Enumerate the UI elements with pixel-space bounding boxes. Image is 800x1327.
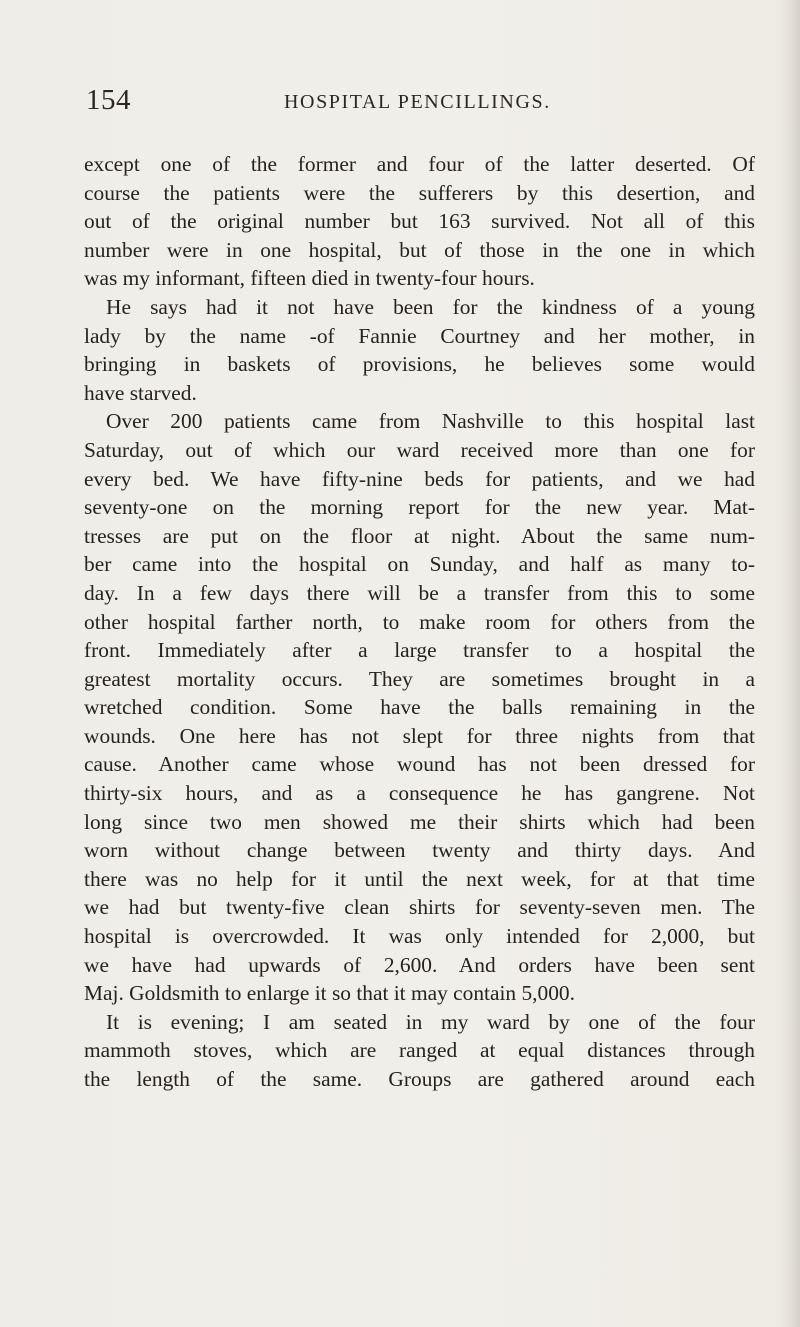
text-line: cause. Another came whose wound has not been dressed for (84, 752, 755, 777)
text-line: every bed. We have fifty-nine beds for patients, and we had (84, 466, 755, 491)
text-line: other hospital farther north, to make room for others from the (84, 609, 755, 634)
text-line: ber came into the hospital on Sunday, and half as many to- (84, 552, 755, 577)
text-line: course the patients were the sufferers by this desertion, and (84, 180, 755, 205)
text-line: tresses are put on the floor at night. About the same num- (84, 523, 755, 548)
text-line: It is evening; I am seated in my ward by one of the four (106, 1009, 755, 1034)
text-line: we have had upwards of 2,600. And orders have been sent (84, 952, 755, 977)
text-line: worn without change between twenty and thirty days. And (84, 838, 755, 863)
text-line: front. Immediately after a large transfer to a hospital the (84, 638, 755, 663)
text-line: out of the original number but 163 survived. Not all of this (84, 209, 755, 234)
text-line: except one of the former and four of the latter deserted. Of (84, 152, 755, 176)
running-head: HOSPITAL PENCILLINGS. (284, 91, 551, 113)
text-line: number were in one hospital, but of those in the one in which (84, 237, 755, 262)
text-line: hospital is overcrowded. It was only intended for 2,000, but (84, 924, 755, 949)
text-line: Saturday, out of which our ward received more than one for (84, 437, 755, 462)
body-text (84, 150, 755, 1094)
text-line: wretched condition. Some have the balls remaining in the (84, 695, 755, 720)
text-line: seventy-one on the morning report for the new year. Mat- (84, 495, 755, 520)
page-number: 154 (86, 84, 131, 116)
text-line: day. In a few days there will be a transfer from this to some (84, 580, 755, 605)
text-line: we had but twenty-five clean shirts for seventy-seven men. The (84, 895, 755, 920)
text-line: wounds. One here has not slept for three nights from that (84, 723, 755, 748)
text-line: bringing in baskets of provisions, he believes some would (84, 352, 755, 377)
text-line: greatest mortality occurs. They are sometimes brought in a (84, 666, 755, 691)
text-line: have starved. (84, 380, 197, 405)
text-line: the length of the same. Groups are gathered around each (84, 1067, 755, 1091)
text-line: there was no help for it until the next week, for at that time (84, 866, 755, 891)
text-line: was my informant, fifteen died in twenty-four hours. (84, 266, 535, 291)
text-line: long since two men showed me their shirts which had been (84, 809, 755, 834)
text-line: Maj. Goldsmith to enlarge it so that it may contain 5,000. (84, 981, 575, 1006)
page-edge-shadow (778, 0, 800, 1327)
text-line: He says had it not have been for the kindness of a young (106, 294, 755, 319)
text-line: Over 200 patients came from Nashville to this hospital last (106, 409, 755, 434)
text-line: thirty-six hours, and as a consequence he has gangrene. Not (84, 781, 755, 806)
page-header (0, 84, 800, 124)
text-line: mammoth stoves, which are ranged at equal distances through (84, 1038, 755, 1063)
text-line: lady by the name -of Fannie Courtney and her mother, in (84, 323, 755, 348)
